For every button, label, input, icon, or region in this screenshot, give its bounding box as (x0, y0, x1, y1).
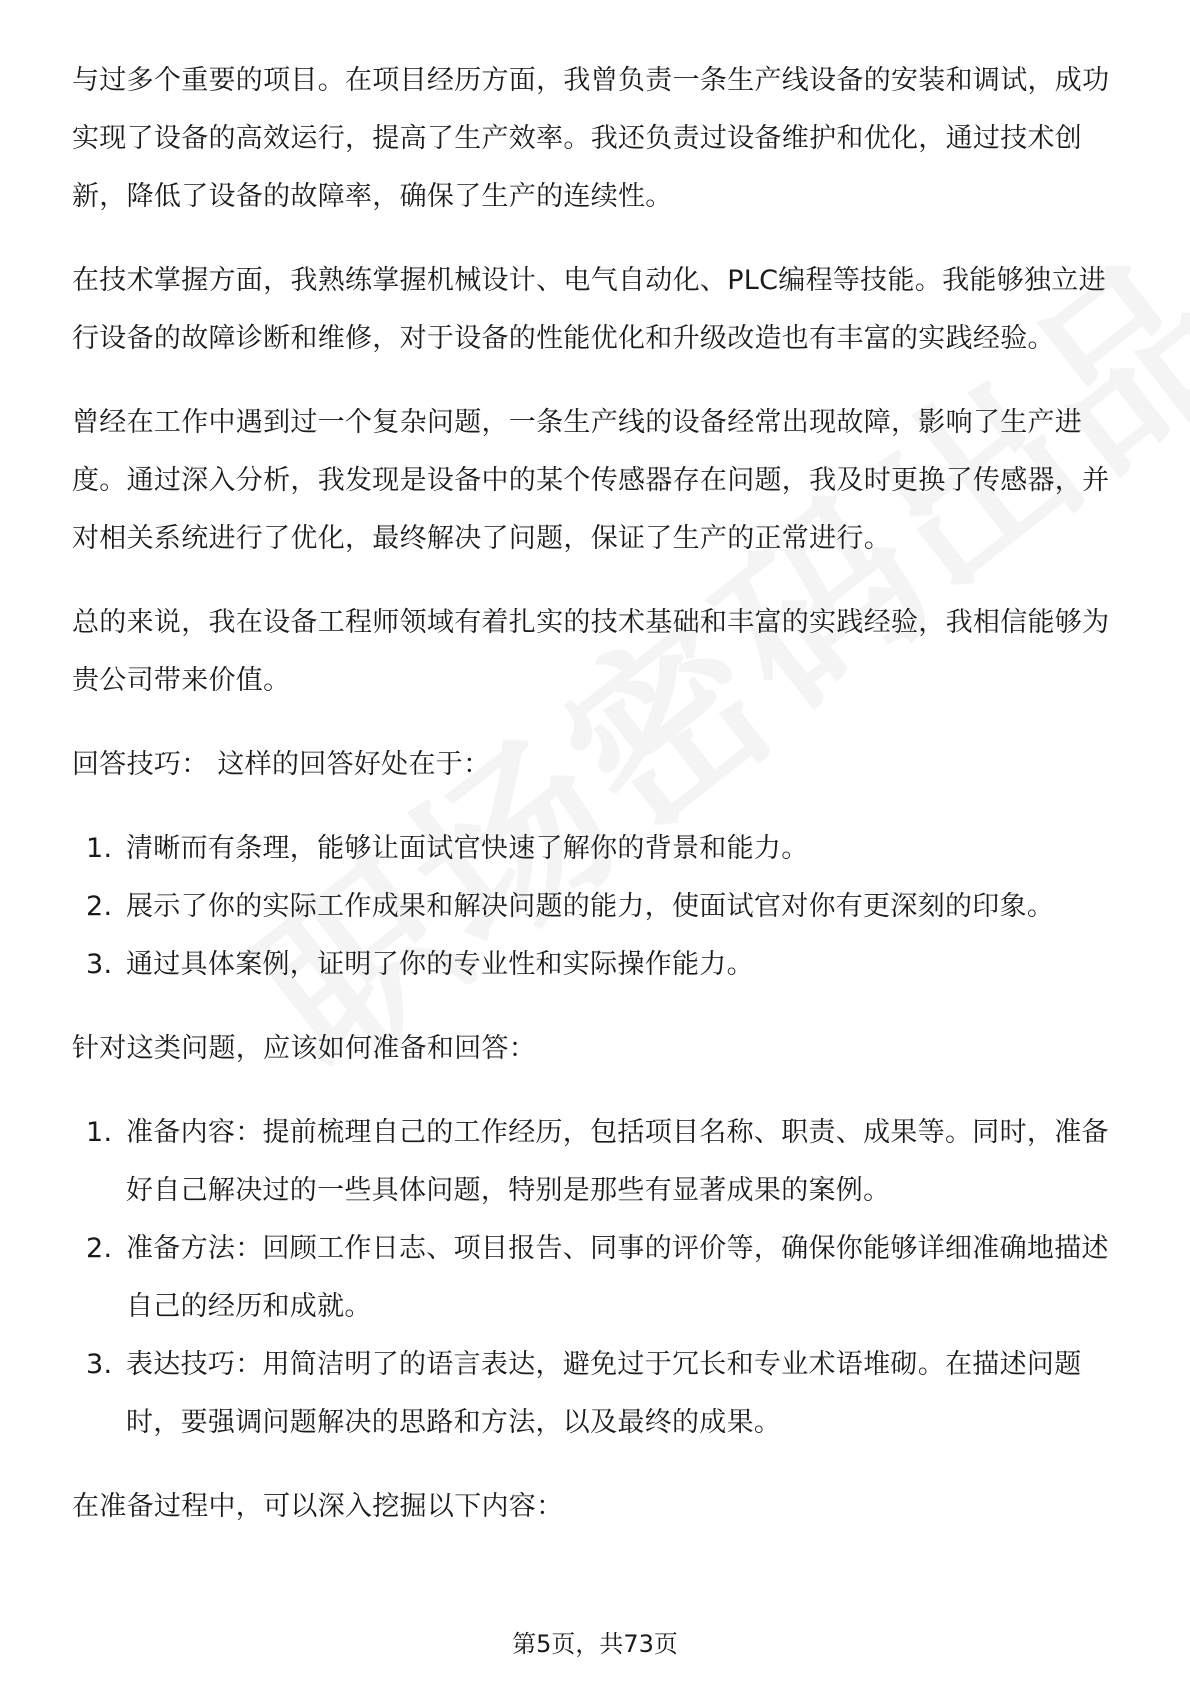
list-item (72, 936, 1122, 994)
paragraph-technical-skills: 在技术掌握方面，我熟练掌握机械设计、电气自动化、PLC编程等技能。我能够独立进行设备的故障诊断和维修，对于设备的性能优化和升级改造也有丰富的实践经验。 (72, 265, 1106, 354)
list-item (72, 878, 1122, 936)
list-item (72, 1104, 1122, 1220)
list-item-text: 准备内容：提前梳理自己的工作经历，包括项目名称、职责、成果等。同时，准备好自己解决过的一些具体问题，特别是那些有显著成果的案例。 (126, 1117, 1109, 1206)
list-item (72, 1336, 1122, 1452)
list-item-text: 清晰而有条理，能够让面试官快速了解你的背景和能力。 (126, 833, 809, 864)
preparation-list (72, 1104, 1122, 1452)
document-body (72, 52, 1122, 1562)
paragraph-preparation-heading: 针对这类问题，应该如何准备和回答： (72, 1033, 537, 1064)
answer-tips-list (72, 820, 1122, 994)
list-item-number: 3. (86, 1349, 113, 1380)
list-item-number: 1. (86, 1117, 113, 1148)
list-item (72, 1220, 1122, 1336)
list-item-text: 表达技巧：用简洁明了的语言表达，避免过于冗长和专业术语堆砌。在描述问题时，要强调问题解决的思路和方法，以及最终的成果。 (126, 1349, 1082, 1438)
list-item (72, 820, 1122, 878)
page-number-footer: 第5页，共73页 (512, 1630, 678, 1658)
list-item-text: 准备方法：回顾工作日志、项目报告、同事的评价等，确保你能够详细准确地描述自己的经历和成就。 (126, 1233, 1109, 1322)
list-item-text: 展示了你的实际工作成果和解决问题的能力，使面试官对你有更深刻的印象。 (126, 891, 1055, 922)
paragraph-summary: 总的来说，我在设备工程师领域有着扎实的技术基础和丰富的实践经验，我相信能够为贵公司带来价值。 (72, 607, 1110, 696)
list-item-text: 通过具体案例，证明了你的专业性和实际操作能力。 (126, 949, 754, 980)
list-item-number: 1. (86, 833, 113, 864)
paragraph-answer-tips-heading: 回答技巧： 这样的回答好处在于： (72, 749, 491, 780)
list-item-number: 2. (86, 891, 113, 922)
paragraph-project-experience: 与过多个重要的项目。在项目经历方面，我曾负责一条生产线设备的安装和调试，成功实现了设备的高效运行，提高了生产效率。我还负责过设备维护和优化，通过技术创新，降低了设备的故障率，确保了生产的连续性。 (72, 65, 1110, 212)
paragraph-dig-deeper-heading: 在准备过程中，可以深入挖掘以下内容： (72, 1491, 564, 1522)
paragraph-problem-case: 曾经在工作中遇到过一个复杂问题，一条生产线的设备经常出现故障，影响了生产进度。通过深入分析，我发现是设备中的某个传感器存在问题，我及时更换了传感器，并对相关系统进行了优化，最终解决了问题，保证了生产的正常进行。 (72, 407, 1110, 554)
list-item-number: 3. (86, 949, 113, 980)
list-item-number: 2. (86, 1233, 113, 1264)
